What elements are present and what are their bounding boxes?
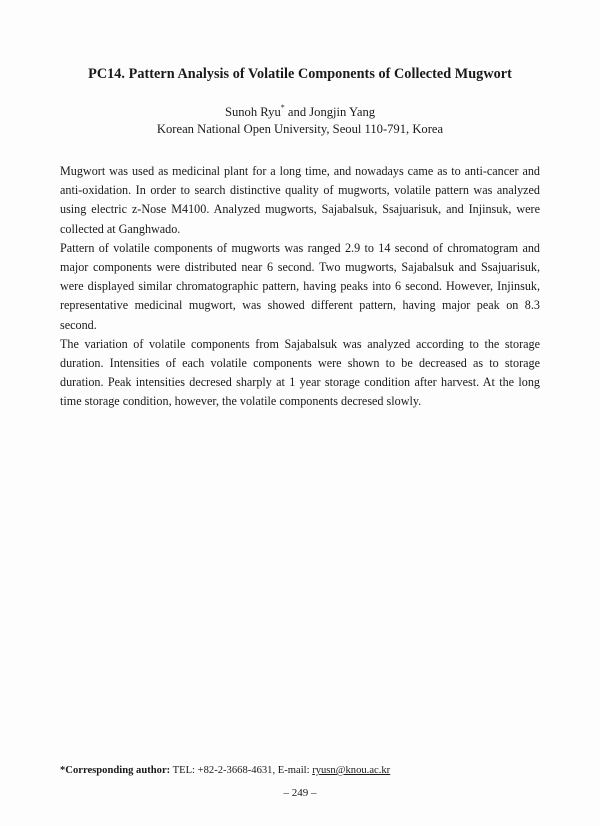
footnote-label: *Corresponding author:	[60, 765, 171, 776]
footnote-contact: TEL: +82-2-3668-4631, E-mail:	[170, 765, 313, 776]
abstract-paragraph: Mugwort was used as medicinal plant for a long time, and nowadays came as to anti-cancer and anti-oxidation. In order to search distinctive quality of mugworts, volatile pattern was analyzed using electric z-Nose M4100. Analyzed mugworts, Sajabalsuk, Ssajuarisuk, and Injinsuk, were collected at Ganghwado.	[60, 164, 540, 236]
email-link[interactable]: ryusn@knou.ac.kr	[312, 765, 391, 776]
author-name: Sunoh Ryu	[224, 105, 281, 120]
corresponding-mark: *	[280, 103, 285, 112]
co-author-names: and Jongjin Yang	[284, 105, 376, 120]
page-number: – 249 –	[283, 787, 317, 799]
abstract-paragraph: Pattern of volatile components of mugworts was ranged 2.9 to 14 second of chromatogram and major components were distributed near 6 second. Two mugworts, Sajabalsuk and Ssajuarisuk, were displayed similar chromatographic pattern, having peaks into 6 second. However, Injinsuk, representative medicinal mugwort, was showed different pattern, having major peak on 8.3 second.	[60, 240, 540, 332]
affiliation: Korean National Open University, Seoul 110-791, Korea	[156, 122, 444, 136]
abstract-body	[60, 162, 540, 412]
author-line	[0, 104, 600, 120]
abstract-paragraph: The variation of volatile components from Sajabalsuk was analyzed according to the storage duration. Intensities of each volatile components were shown to be decreased as to storage duration. Peak intensities decresed sharply at 1 year storage condition after harvest. At the long time storage condition, however, the volatile components decresed slowly.	[60, 336, 540, 409]
paper-title: PC14. Pattern Analysis of Volatile Components of Collected Mugwort	[88, 66, 512, 82]
corresponding-author-footnote	[60, 765, 390, 776]
